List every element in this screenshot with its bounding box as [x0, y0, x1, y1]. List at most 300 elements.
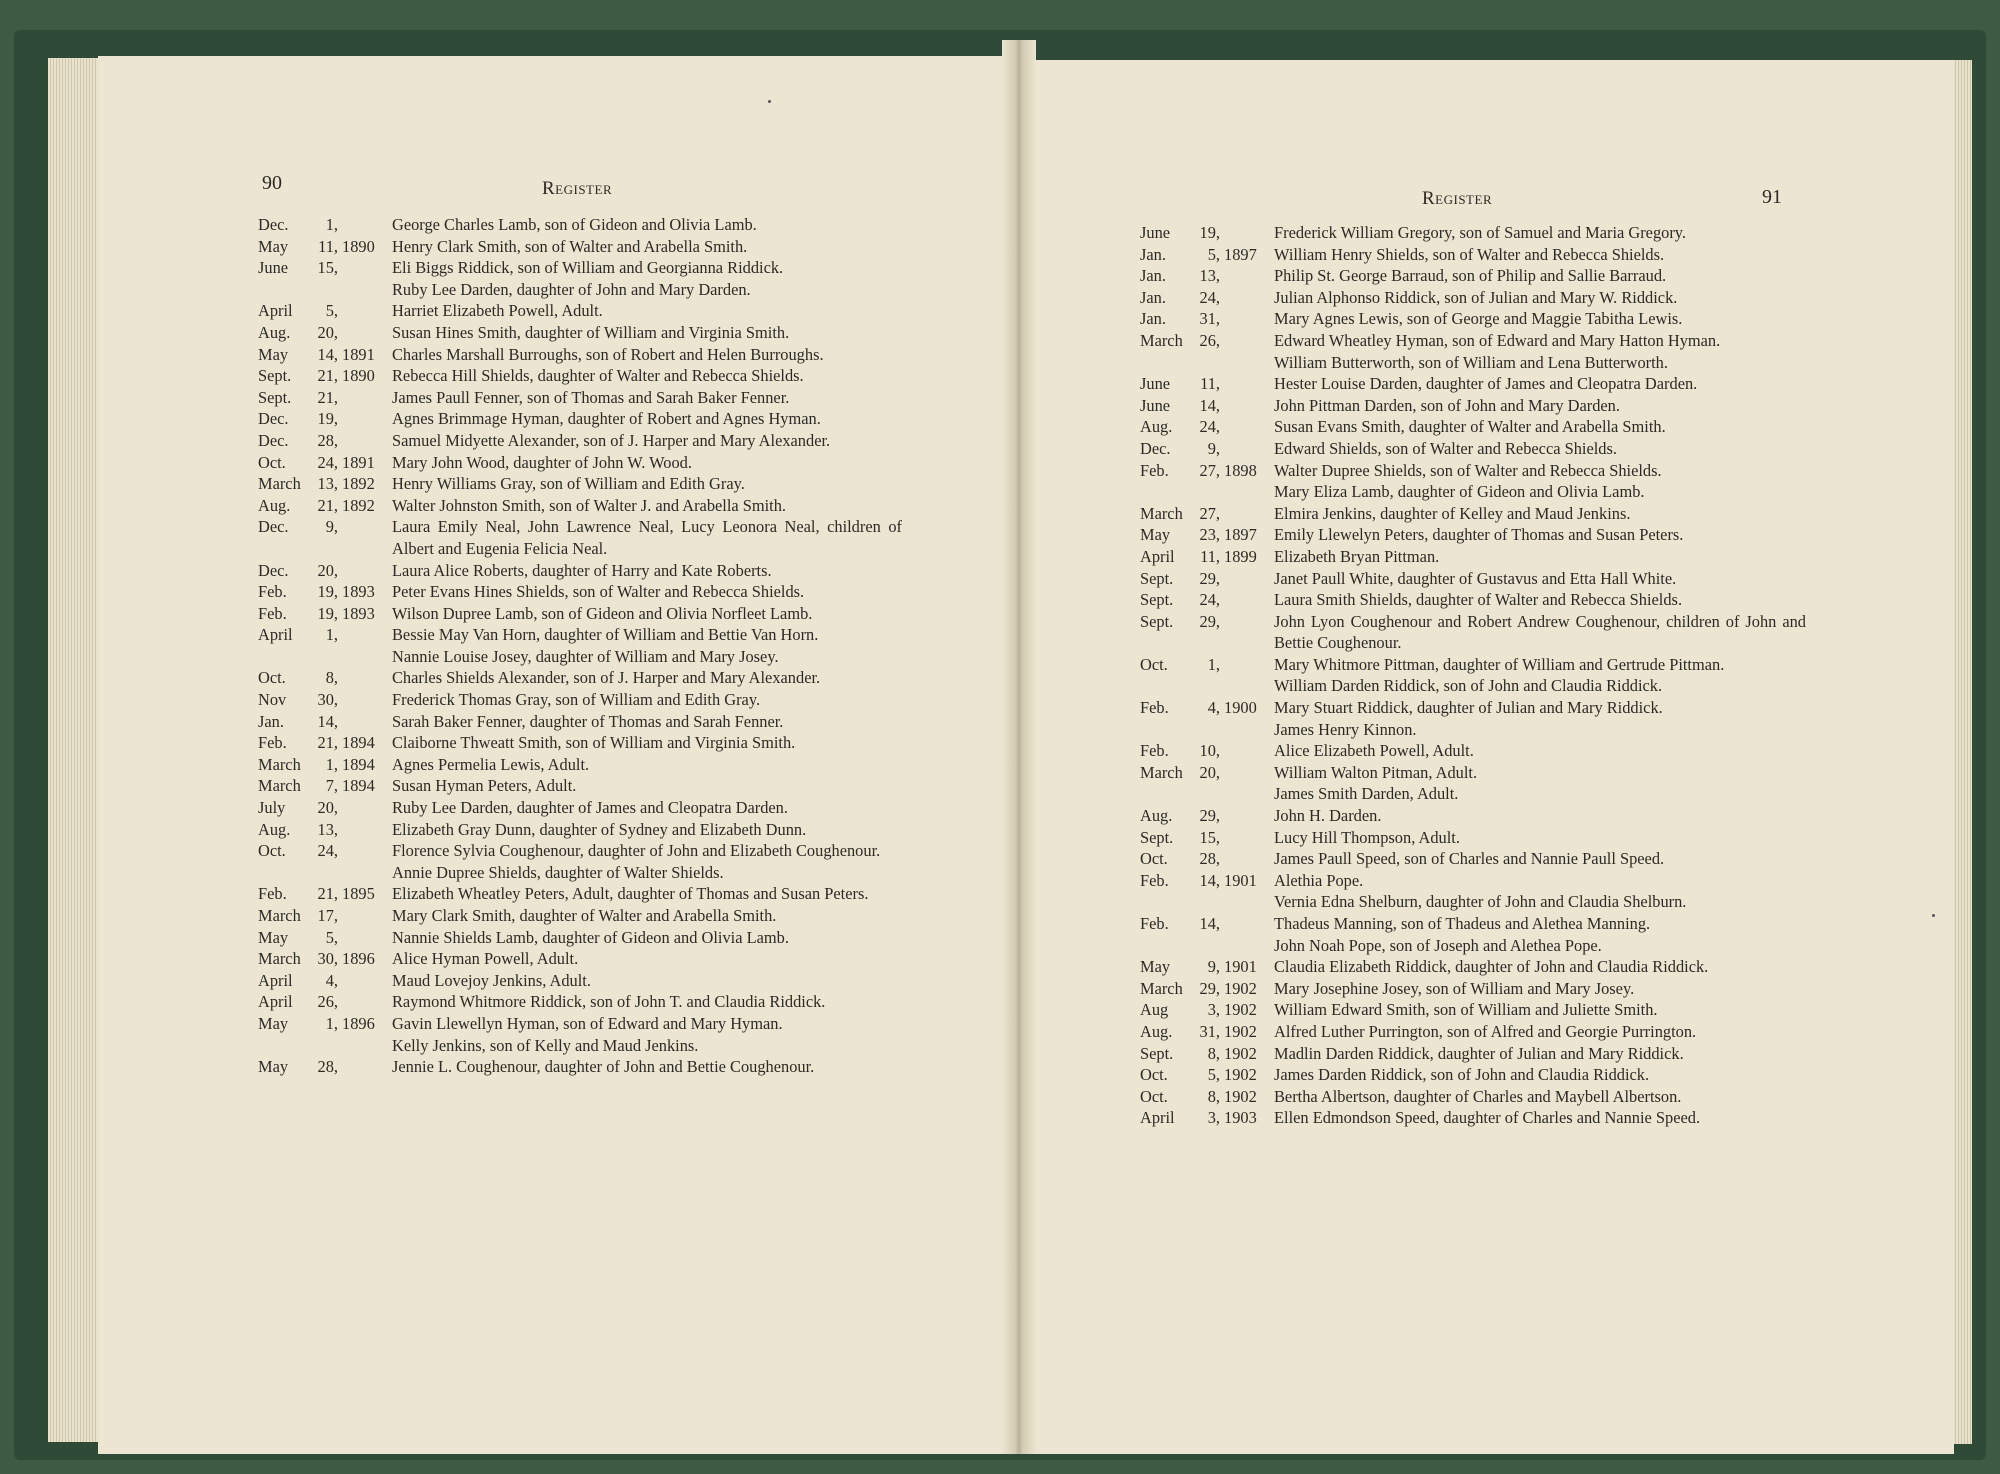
entry-month	[1140, 481, 1192, 503]
register-entry	[1140, 330, 1806, 352]
entry-year	[1220, 654, 1274, 676]
entry-year	[1220, 330, 1274, 352]
entry-day: 28,	[1199, 849, 1220, 869]
entry-text: William Henry Shields, son of Walter and Rebecca Shields.	[1274, 244, 1665, 264]
entry-day: 30,	[317, 949, 338, 969]
entry-text: Walter Johnston Smith, son of Walter J. and Arabella Smith.	[392, 495, 787, 515]
entry-month: Sept.	[1140, 1043, 1174, 1063]
entry-year	[338, 905, 392, 927]
entry-year	[1220, 265, 1274, 287]
entry-month: Sept.	[1140, 590, 1174, 610]
entry-text: Mary Stuart Riddick, daughter of Julian and Mary Riddick.	[1274, 698, 1663, 718]
register-entry	[1140, 978, 1806, 1000]
entry-month: May	[258, 1057, 289, 1077]
entry-day: 20,	[317, 798, 338, 818]
entry-text: Alethia Pope.	[1274, 870, 1364, 890]
entry-text: Lucy Hill Thompson, Adult.	[1274, 827, 1460, 847]
entry-day: 23,	[1199, 525, 1220, 545]
entry-day: 21,	[317, 495, 338, 515]
entry-day: 24,	[1199, 417, 1220, 437]
register-entry	[1140, 913, 1806, 935]
register-entry	[1140, 827, 1806, 849]
entry-year: 1894	[342, 754, 375, 774]
entry-month	[258, 646, 310, 668]
entry-year	[1220, 740, 1274, 762]
register-entry	[258, 581, 902, 603]
entry-text: Henry Williams Gray, son of William and Edith Gray.	[392, 474, 745, 494]
entry-year: 1901	[1224, 870, 1257, 890]
entry-year	[338, 711, 392, 733]
entry-day: 27,	[1199, 503, 1220, 523]
entry-month: Oct.	[258, 841, 286, 861]
entry-text: Elizabeth Bryan Pittman.	[1274, 546, 1440, 566]
register-entry	[258, 732, 902, 754]
entry-day: 5,	[325, 301, 338, 321]
register-entry	[258, 1056, 902, 1078]
entry-month: March	[1140, 978, 1183, 998]
register-entry	[258, 473, 902, 495]
paper-speck	[768, 100, 771, 103]
register-entry	[258, 495, 902, 517]
entry-year	[338, 991, 392, 1013]
register-entry	[1140, 287, 1806, 309]
entry-day: 1,	[325, 754, 338, 774]
entry-text: Edward Shields, son of Walter and Rebecca Shields.	[1274, 438, 1617, 458]
entry-year: 1895	[342, 884, 375, 904]
register-entry	[258, 624, 902, 646]
entry-month	[258, 1035, 310, 1057]
entry-year	[338, 667, 392, 689]
entry-month: June	[1140, 223, 1171, 242]
page-number-right: 91	[1762, 186, 1782, 208]
entry-day: 29,	[1199, 611, 1220, 631]
page-heading-right: Register	[1422, 188, 1493, 209]
entry-day: 24,	[317, 841, 338, 861]
entry-day: 4,	[1207, 698, 1220, 718]
entry-month: Feb.	[1140, 870, 1169, 890]
entry-day: 14,	[1199, 914, 1220, 933]
entry-text: Charles Shields Alexander, son of J. Harper and Mary Alexander.	[392, 668, 821, 688]
entry-day	[1192, 783, 1220, 805]
entry-month: Aug.	[1140, 806, 1173, 826]
entry-year	[1220, 913, 1274, 935]
register-entry	[258, 430, 902, 452]
entry-month: Dec.	[258, 409, 289, 429]
entry-text: John Noah Pope, son of Joseph and Alethea Pope.	[1274, 935, 1602, 955]
entry-text: Samuel Midyette Alexander, son of J. Harper and Mary Alexander.	[392, 430, 831, 450]
entry-year	[1220, 373, 1274, 395]
entry-text: Claiborne Thweatt Smith, son of William and Virginia Smith.	[392, 733, 796, 753]
entry-month: April	[258, 970, 293, 990]
entry-year	[1220, 762, 1274, 784]
register-entry	[258, 279, 902, 301]
register-entry	[258, 387, 902, 409]
entry-year: 1890	[342, 236, 375, 256]
entry-day: 10,	[1199, 741, 1220, 761]
entry-month: March	[1140, 503, 1183, 523]
entry-year: 1902	[1224, 1086, 1257, 1106]
entry-text: Thadeus Manning, son of Thadeus and Alethea Manning.	[1274, 914, 1651, 933]
entry-day: 4,	[325, 970, 338, 990]
entry-year	[338, 387, 392, 409]
register-entry	[258, 862, 902, 884]
entry-year	[1220, 352, 1274, 374]
entry-day: 24,	[1199, 287, 1220, 307]
entry-year	[1220, 611, 1274, 654]
entry-year	[1220, 935, 1274, 957]
register-entry	[258, 667, 902, 689]
register-entry	[258, 408, 902, 430]
register-entry	[1140, 568, 1806, 590]
entry-month: April	[1140, 1108, 1175, 1128]
entry-day: 1,	[325, 215, 338, 234]
register-entry	[1140, 244, 1806, 266]
entry-text: Nannie Louise Josey, daughter of William and Mary Josey.	[392, 646, 779, 666]
entry-month: June	[1140, 395, 1171, 415]
entry-month: Dec.	[258, 430, 289, 450]
entry-text: William Edward Smith, son of William and Juliette Smith.	[1274, 1000, 1658, 1020]
entry-year	[338, 927, 392, 949]
entry-day: 8,	[1207, 1086, 1220, 1106]
register-entry	[1140, 438, 1806, 460]
entry-year	[338, 300, 392, 322]
entry-year	[1220, 675, 1274, 697]
entry-text: Kelly Jenkins, son of Kelly and Maud Jenkins.	[392, 1035, 699, 1055]
register-entry	[1140, 589, 1806, 611]
entry-day: 13,	[317, 819, 338, 839]
register-entry	[258, 452, 902, 474]
entry-day: 19,	[317, 603, 338, 623]
register-entry	[1140, 503, 1806, 525]
entry-month: June	[258, 258, 289, 278]
register-entries-left	[258, 214, 902, 1078]
entry-year	[338, 689, 392, 711]
right-page	[1024, 60, 1954, 1454]
entry-month	[1140, 675, 1192, 697]
entry-year: 1903	[1224, 1108, 1257, 1128]
register-entry	[1140, 265, 1806, 287]
entry-text: Raymond Whitmore Riddick, son of John T. and Claudia Riddick.	[392, 992, 826, 1012]
entry-year: 1901	[1224, 957, 1257, 977]
entry-year: 1902	[1224, 1043, 1257, 1063]
entry-text: James Darden Riddick, son of John and Claudia Riddick.	[1274, 1065, 1650, 1085]
register-entry	[258, 819, 902, 841]
entry-text: Agnes Brimmage Hyman, daughter of Robert and Agnes Hyman.	[392, 409, 821, 429]
entry-month: March	[258, 776, 301, 796]
entry-year: 1896	[342, 1013, 375, 1033]
entry-month: Sept.	[258, 387, 292, 407]
entry-day	[310, 646, 338, 668]
register-entry	[258, 797, 902, 819]
entry-day	[1192, 352, 1220, 374]
entry-text: James Smith Darden, Adult.	[1274, 784, 1459, 804]
register-entry	[1140, 697, 1806, 719]
register-entry	[1140, 762, 1806, 784]
entry-text: John Lyon Coughenour and Robert Andrew Coughenour, children of John and Bettie Coughenour.	[1274, 611, 1806, 653]
register-entry	[258, 516, 902, 559]
paper-speck	[1932, 914, 1935, 917]
entry-text: William Butterworth, son of William and Lena Butterworth.	[1274, 352, 1668, 372]
entry-text: Frederick Thomas Gray, son of William and Edith Gray.	[392, 690, 761, 710]
entry-year: 1892	[342, 474, 375, 494]
entry-day: 24,	[1199, 590, 1220, 610]
entry-day: 20,	[317, 322, 338, 342]
register-entry	[258, 1013, 902, 1035]
register-entry	[258, 905, 902, 927]
entry-month: Aug.	[1140, 417, 1173, 437]
entry-day: 15,	[1199, 827, 1220, 847]
register-entry	[1140, 416, 1806, 438]
entry-month: Feb.	[1140, 460, 1169, 480]
entry-year	[338, 279, 392, 301]
entry-text: Nannie Shields Lamb, daughter of Gideon and Olivia Lamb.	[392, 927, 789, 947]
entry-text: Mary Whitmore Pittman, daughter of William and Gertrude Pittman.	[1274, 654, 1725, 674]
entry-year	[338, 862, 392, 884]
entry-year	[338, 819, 392, 841]
entry-month: Sept.	[1140, 611, 1174, 631]
entry-year: 1900	[1224, 698, 1257, 718]
entry-year: 1897	[1224, 525, 1257, 545]
register-entry	[1140, 870, 1806, 892]
entry-year	[1220, 222, 1274, 244]
entry-year: 1902	[1224, 1021, 1257, 1041]
entry-year	[338, 257, 392, 279]
entry-text: Mary Agnes Lewis, son of George and Maggie Tabitha Lewis.	[1274, 309, 1683, 329]
entry-day: 30,	[317, 690, 338, 710]
entry-day: 29,	[1199, 568, 1220, 588]
entry-day: 27,	[1199, 460, 1220, 480]
entry-month: May	[1140, 525, 1171, 545]
entry-day: 19,	[317, 409, 338, 429]
entry-text: Walter Dupree Shields, son of Walter and Rebecca Shields.	[1274, 460, 1662, 480]
entry-day: 9,	[1207, 438, 1220, 458]
entry-month: Oct.	[1140, 1086, 1168, 1106]
register-entry	[258, 344, 902, 366]
entry-text: William Walton Pitman, Adult.	[1274, 762, 1478, 782]
entry-day	[310, 862, 338, 884]
entry-month: May	[1140, 957, 1171, 977]
entry-month	[1140, 719, 1192, 741]
register-entry	[258, 646, 902, 668]
entry-year: 1893	[342, 582, 375, 602]
register-entry	[1140, 395, 1806, 417]
entry-text: Jennie L. Coughenour, daughter of John and Bettie Coughenour.	[392, 1057, 815, 1077]
register-entry	[258, 883, 902, 905]
entry-month: March	[1140, 330, 1183, 350]
entry-month: Aug.	[258, 819, 291, 839]
entry-day	[1192, 481, 1220, 503]
entry-month: Sept.	[258, 366, 292, 386]
entry-year: 1896	[342, 949, 375, 969]
entry-month	[1140, 352, 1192, 374]
entry-month: March	[258, 949, 301, 969]
register-entry	[1140, 891, 1806, 913]
entry-day: 11,	[1200, 546, 1220, 566]
entry-text: Harriet Elizabeth Powell, Adult.	[392, 301, 603, 321]
entry-month: March	[258, 906, 301, 925]
book-gutter	[1002, 40, 1036, 1454]
entry-day	[1192, 675, 1220, 697]
entry-year: 1894	[342, 733, 375, 753]
entry-text: Mary Eliza Lamb, daughter of Gideon and Olivia Lamb.	[1274, 482, 1645, 502]
register-entry	[1140, 1043, 1806, 1065]
entry-year	[338, 430, 392, 452]
entry-month: May	[258, 1013, 289, 1033]
entry-month: Jan.	[1140, 266, 1166, 286]
register-entries-right	[1140, 222, 1806, 1129]
entry-text: Philip St. George Barraud, son of Philip and Sallie Barraud.	[1274, 266, 1667, 286]
register-entry	[1140, 546, 1806, 568]
entry-day: 24,	[317, 452, 338, 472]
entry-month: Feb.	[1140, 914, 1169, 933]
entry-year: 1902	[1224, 1000, 1257, 1020]
entry-year: 1892	[342, 495, 375, 515]
entry-day: 20,	[317, 560, 338, 580]
entry-day: 3,	[1207, 1108, 1220, 1128]
entry-text: Ruby Lee Darden, daughter of John and Mary Darden.	[392, 279, 751, 299]
register-entry	[1140, 352, 1806, 374]
entry-month: Nov	[258, 690, 287, 710]
register-entry	[1140, 675, 1806, 697]
entry-text: Susan Hines Smith, daughter of William and Virginia Smith.	[392, 322, 790, 342]
register-entry	[1140, 373, 1806, 395]
entry-day: 31,	[1199, 309, 1220, 329]
register-entry	[258, 1035, 902, 1057]
entry-year: 1890	[342, 366, 375, 386]
entry-year	[1220, 805, 1274, 827]
register-entry	[258, 970, 902, 992]
entry-text: Bertha Albertson, daughter of Charles and Maybell Albertson.	[1274, 1086, 1682, 1106]
entry-day: 1,	[325, 1013, 338, 1033]
entry-month: April	[1140, 546, 1175, 566]
entry-month: Feb.	[258, 733, 287, 753]
entry-month: Feb.	[1140, 698, 1169, 718]
entry-day: 14,	[1199, 870, 1220, 890]
entry-day: 9,	[325, 517, 338, 537]
entry-text: James Henry Kinnon.	[1274, 719, 1417, 739]
entry-day: 14,	[317, 344, 338, 364]
entry-text: Elizabeth Wheatley Peters, Adult, daughter of Thomas and Susan Peters.	[392, 884, 869, 904]
register-entry	[1140, 460, 1806, 482]
entry-year	[1220, 416, 1274, 438]
entry-text: Laura Smith Shields, daughter of Walter and Rebecca Shields.	[1274, 590, 1683, 610]
entry-day: 14,	[1199, 395, 1220, 415]
entry-month: Oct.	[1140, 1065, 1168, 1085]
entry-month	[258, 862, 310, 884]
entry-text: James Paull Speed, son of Charles and Nannie Paull Speed.	[1274, 849, 1665, 869]
entry-year: 1891	[342, 452, 375, 472]
entry-month: April	[258, 301, 293, 321]
entry-month: May	[258, 927, 289, 947]
entry-month: March	[1140, 762, 1183, 782]
entry-day: 5,	[1207, 244, 1220, 264]
register-entry	[1140, 848, 1806, 870]
register-entry	[258, 991, 902, 1013]
entry-text: Mary Josephine Josey, son of William and Mary Josey.	[1274, 978, 1635, 998]
entry-text: Peter Evans Hines Shields, son of Walter and Rebecca Shields.	[392, 582, 805, 602]
entry-day	[1192, 935, 1220, 957]
entry-text: Annie Dupree Shields, daughter of Walter Shields.	[392, 862, 724, 882]
entry-year: 1902	[1224, 1065, 1257, 1085]
entry-text: Florence Sylvia Coughenour, daughter of John and Elizabeth Coughenour.	[392, 841, 881, 861]
entry-month: Feb.	[1140, 741, 1169, 761]
entry-day: 20,	[1199, 762, 1220, 782]
entry-month: May	[258, 344, 289, 364]
entry-text: Charles Marshall Burroughs, son of Robert and Helen Burroughs.	[392, 344, 824, 364]
register-entry	[1140, 1064, 1806, 1086]
entry-year	[338, 560, 392, 582]
entry-day: 21,	[317, 884, 338, 904]
entry-month	[1140, 891, 1192, 913]
entry-year: 1893	[342, 603, 375, 623]
register-entry	[258, 560, 902, 582]
entry-year	[338, 970, 392, 992]
entry-day: 7,	[325, 776, 338, 796]
entry-text: Eli Biggs Riddick, son of William and Georgianna Riddick.	[392, 258, 784, 278]
entry-day: 8,	[1207, 1043, 1220, 1063]
entry-text: John H. Darden.	[1274, 806, 1382, 826]
entry-month: Jan.	[1140, 244, 1166, 264]
entry-text: Claudia Elizabeth Riddick, daughter of John and Claudia Riddick.	[1274, 957, 1709, 977]
register-entry	[1140, 935, 1806, 957]
entry-day: 21,	[317, 733, 338, 753]
entry-day: 26,	[317, 992, 338, 1012]
entry-month: Sept.	[1140, 827, 1174, 847]
entry-month: Aug.	[1140, 1021, 1173, 1041]
register-entry	[1140, 1021, 1806, 1043]
register-entry	[1140, 308, 1806, 330]
entry-year	[1220, 287, 1274, 309]
entry-year	[1220, 308, 1274, 330]
entry-text: Bessie May Van Horn, daughter of William and Bettie Van Horn.	[392, 625, 819, 645]
entry-month: April	[258, 992, 293, 1012]
entry-day: 9,	[1207, 957, 1220, 977]
entry-text: Susan Hyman Peters, Adult.	[392, 776, 577, 796]
entry-month: March	[258, 754, 301, 774]
entry-month: March	[258, 474, 301, 494]
entry-text: Susan Evans Smith, daughter of Walter and Arabella Smith.	[1274, 417, 1666, 437]
register-entry	[258, 603, 902, 625]
register-entry	[258, 927, 902, 949]
entry-text: Mary Clark Smith, daughter of Walter and Arabella Smith.	[392, 906, 777, 925]
entry-day: 5,	[325, 927, 338, 947]
entry-day: 19,	[317, 582, 338, 602]
entry-month: Aug.	[258, 495, 291, 515]
entry-text: Ruby Lee Darden, daughter of James and Cleopatra Darden.	[392, 798, 788, 818]
entry-month: July	[258, 798, 286, 818]
entry-month	[258, 279, 310, 301]
entry-text: Frederick William Gregory, son of Samuel and Maria Gregory.	[1274, 223, 1687, 242]
entry-month: Jan.	[258, 711, 284, 731]
entry-text: Alice Hyman Powell, Adult.	[392, 949, 579, 969]
entry-year	[1220, 568, 1274, 590]
entry-month: Dec.	[1140, 438, 1171, 458]
register-entry	[1140, 999, 1806, 1021]
entry-text: George Charles Lamb, son of Gideon and Olivia Lamb.	[392, 215, 757, 234]
entry-text: Elizabeth Gray Dunn, daughter of Sydney and Elizabeth Dunn.	[392, 819, 807, 839]
register-entry	[258, 365, 902, 387]
register-entry	[1140, 654, 1806, 676]
entry-day	[310, 279, 338, 301]
entry-month: May	[258, 236, 289, 256]
entry-day: 11,	[1200, 374, 1220, 394]
register-entry	[1140, 956, 1806, 978]
entry-year	[1220, 481, 1274, 503]
entry-day: 17,	[317, 906, 338, 925]
entry-day: 13,	[1199, 266, 1220, 286]
entry-month: Oct.	[258, 452, 286, 472]
register-entry	[258, 840, 902, 862]
